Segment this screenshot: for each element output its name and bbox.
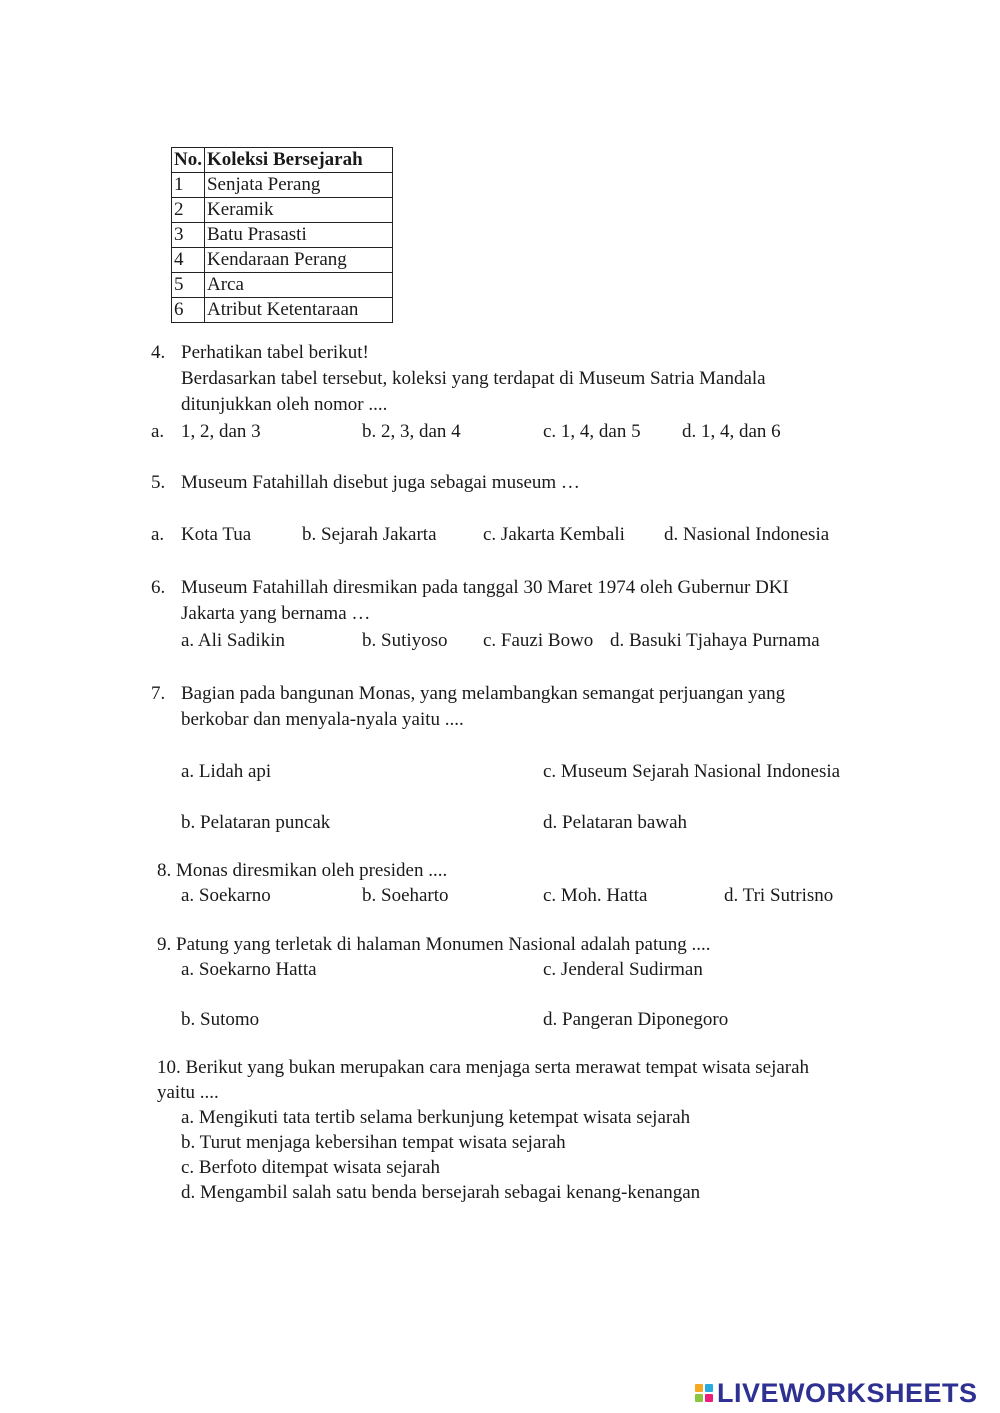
question-8-option-b[interactable]: b. Soeharto bbox=[362, 885, 449, 906]
question-6-option-a[interactable]: a. Ali Sadikin bbox=[181, 630, 285, 651]
question-5-text: Museum Fatahillah disebut juga sebagai museum … bbox=[181, 472, 580, 493]
logo-mark-square bbox=[705, 1384, 713, 1392]
logo-mark-square bbox=[695, 1394, 703, 1402]
table-row bbox=[172, 198, 393, 223]
table-cell-collection: Atribut Ketentaraan bbox=[204, 298, 392, 323]
question-8-option-a[interactable]: a. Soekarno bbox=[181, 885, 271, 906]
question-8-text: 8. Monas diresmikan oleh presiden .... bbox=[157, 860, 448, 881]
question-4-option-b[interactable]: b. 2, 3, dan 4 bbox=[362, 421, 461, 442]
table-cell-collection: Keramik bbox=[204, 198, 392, 223]
table-cell-no: 3 bbox=[172, 223, 205, 248]
table-cell-no: 6 bbox=[172, 298, 205, 323]
question-10-option-b[interactable]: b. Turut menjaga kebersihan tempat wisata sejarah bbox=[181, 1132, 566, 1153]
table-cell-collection: Arca bbox=[204, 273, 392, 298]
question-4-line-2: Berdasarkan tabel tersebut, koleksi yang terdapat di Museum Satria Mandala bbox=[181, 368, 766, 389]
question-10-option-a[interactable]: a. Mengikuti tata tertib selama berkunjung ketempat wisata sejarah bbox=[181, 1107, 691, 1128]
table-cell-no: 4 bbox=[172, 248, 205, 273]
question-9-option-b[interactable]: b. Sutomo bbox=[181, 1009, 260, 1030]
question-4-number: 4. bbox=[151, 342, 166, 363]
question-7-line-2: berkobar dan menyala-nyala yaitu .... bbox=[181, 709, 464, 730]
question-10-line-1: 10. Berikut yang bukan merupakan cara menjaga serta merawat tempat wisata sejarah bbox=[157, 1057, 810, 1078]
table-header-collection: Koleksi Bersejarah bbox=[204, 148, 392, 173]
question-7-option-d[interactable]: d. Pelataran bawah bbox=[543, 812, 688, 833]
question-4-option-a-letter: a. bbox=[151, 421, 165, 442]
question-9-option-c[interactable]: c. Jenderal Sudirman bbox=[543, 959, 703, 980]
table-cell-no: 1 bbox=[172, 173, 205, 198]
table-cell-no: 2 bbox=[172, 198, 205, 223]
collections-table bbox=[171, 147, 393, 323]
logo-text: LIVEWORKSHEETS bbox=[717, 1378, 978, 1408]
question-6-option-d[interactable]: d. Basuki Tjahaya Purnama bbox=[610, 630, 820, 651]
table-row bbox=[172, 248, 393, 273]
question-4-option-a[interactable]: 1, 2, dan 3 bbox=[181, 421, 261, 442]
question-5-option-d[interactable]: d. Nasional Indonesia bbox=[664, 524, 830, 545]
table-row bbox=[172, 298, 393, 323]
logo-mark-icon bbox=[695, 1384, 713, 1402]
table-header-row bbox=[172, 148, 393, 173]
question-7-line-1: Bagian pada bangunan Monas, yang melambangkan semangat perjuangan yang bbox=[181, 683, 786, 704]
table-row bbox=[172, 273, 393, 298]
question-5-option-a[interactable]: Kota Tua bbox=[181, 524, 252, 545]
question-7-option-a[interactable]: a. Lidah api bbox=[181, 761, 272, 782]
question-9-text: 9. Patung yang terletak di halaman Monumen Nasional adalah patung .... bbox=[157, 934, 711, 955]
question-9-option-d[interactable]: d. Pangeran Diponegoro bbox=[543, 1009, 729, 1030]
question-5-option-b[interactable]: b. Sejarah Jakarta bbox=[302, 524, 437, 545]
question-5-option-c[interactable]: c. Jakarta Kembali bbox=[483, 524, 625, 545]
question-4-line-3: ditunjukkan oleh nomor .... bbox=[181, 394, 388, 415]
question-10-line-2: yaitu .... bbox=[157, 1082, 219, 1103]
question-7-option-c[interactable]: c. Museum Sejarah Nasional Indonesia bbox=[543, 761, 841, 782]
table-cell-no: 5 bbox=[172, 273, 205, 298]
question-4-option-c[interactable]: c. 1, 4, dan 5 bbox=[543, 421, 641, 442]
table-header-no: No. bbox=[172, 148, 205, 173]
logo-mark-square bbox=[695, 1384, 703, 1392]
table-row bbox=[172, 173, 393, 198]
question-10-option-d[interactable]: d. Mengambil salah satu benda bersejarah sebagai kenang-kenangan bbox=[181, 1182, 701, 1203]
question-8-option-d[interactable]: d. Tri Sutrisno bbox=[724, 885, 834, 906]
question-10-option-c[interactable]: c. Berfoto ditempat wisata sejarah bbox=[181, 1157, 441, 1178]
question-5-option-a-letter: a. bbox=[151, 524, 165, 545]
question-4-option-d[interactable]: d. 1, 4, dan 6 bbox=[682, 421, 781, 442]
question-6-option-b[interactable]: b. Sutiyoso bbox=[362, 630, 448, 651]
logo-mark-square bbox=[705, 1394, 713, 1402]
table-cell-collection: Kendaraan Perang bbox=[204, 248, 392, 273]
question-6-number: 6. bbox=[151, 577, 166, 598]
question-9-option-a[interactable]: a. Soekarno Hatta bbox=[181, 959, 317, 980]
question-7-number: 7. bbox=[151, 683, 166, 704]
liveworksheets-logo[interactable] bbox=[695, 1378, 978, 1408]
question-6-option-c[interactable]: c. Fauzi Bowo bbox=[483, 630, 594, 651]
question-4-line-1: Perhatikan tabel berikut! bbox=[181, 342, 369, 363]
question-8-option-c[interactable]: c. Moh. Hatta bbox=[543, 885, 648, 906]
question-5-number: 5. bbox=[151, 472, 166, 493]
question-7-option-b[interactable]: b. Pelataran puncak bbox=[181, 812, 331, 833]
question-6-line-2: Jakarta yang bernama … bbox=[181, 603, 371, 624]
table-row bbox=[172, 223, 393, 248]
table-cell-collection: Senjata Perang bbox=[204, 173, 392, 198]
question-6-line-1: Museum Fatahillah diresmikan pada tanggal 30 Maret 1974 oleh Gubernur DKI bbox=[181, 577, 789, 598]
table-cell-collection: Batu Prasasti bbox=[204, 223, 392, 248]
